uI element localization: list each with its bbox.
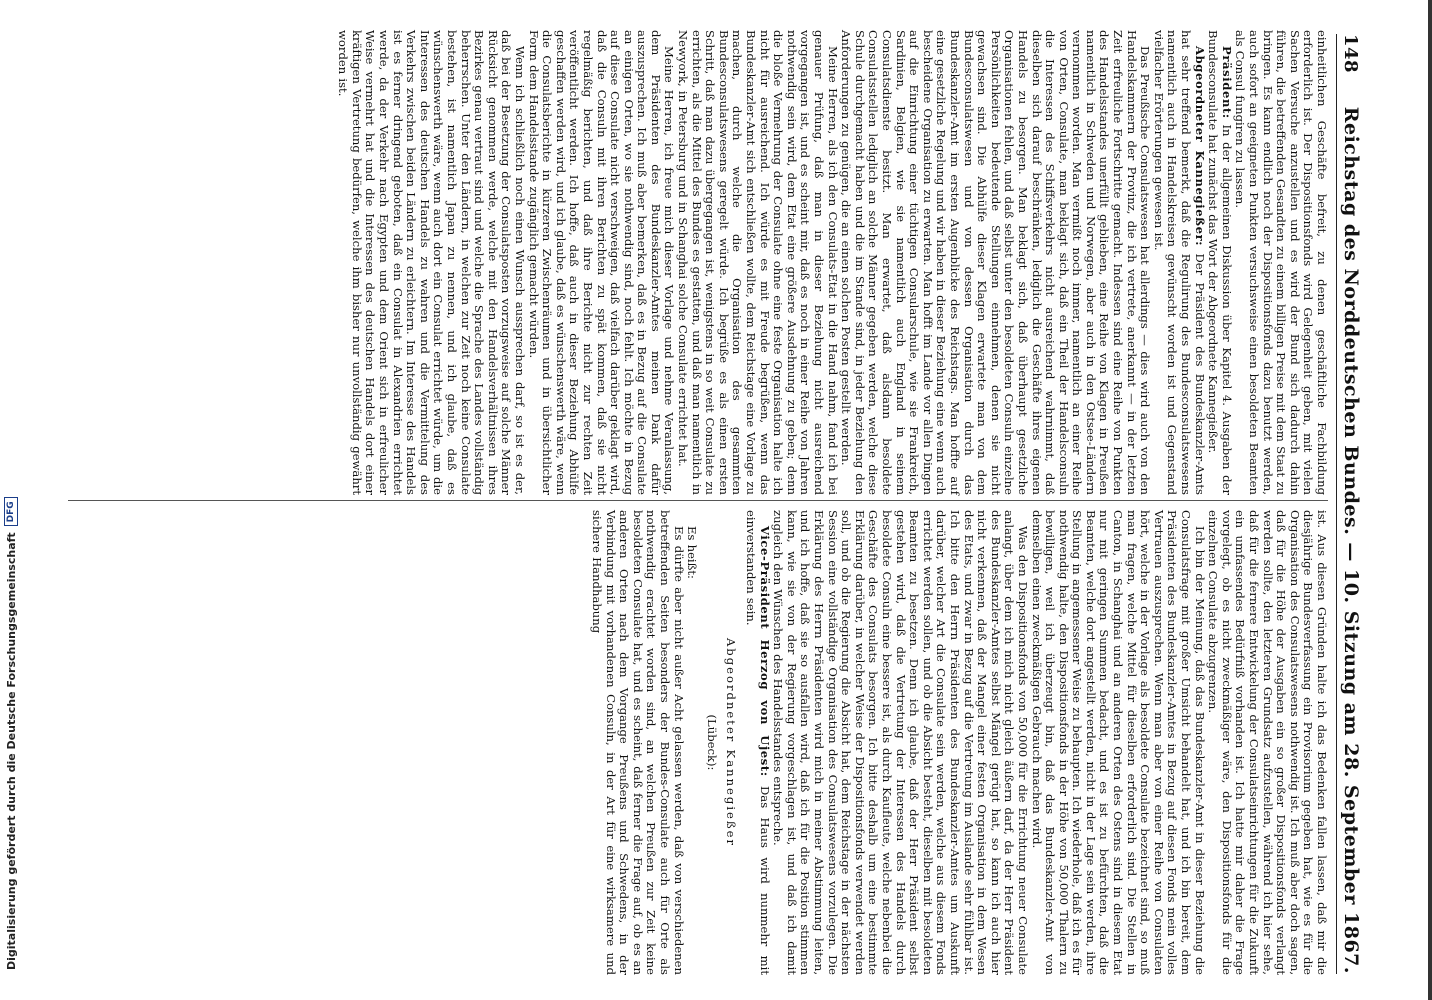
paragraph: Meine Herren, ich freue mich dieser Vorlage und nehme Veranlassung, dem Präsidenten des Bundeskanzler-Amtes meinen Dank dafür auszusprechen. Ich muß aber bemerken, daß es in Bezug auf die Consulate an einigen Orten, wo sie nothwendig sind, noch fehlt. Ich möchte in Bezug auf diese Consulate nicht verschweigen, daß vielfach darüber geklagt wird, daß die Consuln mit ihren Berichten zu spät kommen, daß sie nicht regelmäßig berichten, und daß ihre Berichte nicht zur rechten Zeit veröffentlicht werden. Ich hoffe, daß auch in dieser Beziehung Abhülfe geschaffen werden wird, und ich glaube, daß es wünschenswerth wäre, wenn die Consulatsberichte in kürzeren Zwischenräumen und in übersichtlicher Form dem Handelsstande zugänglich gemacht würden. [526, 30, 677, 495]
paragraph: Was den Dispositionsfonds von 50,000 für die Errichtung neuer Consulate anlangt, über dem ich mich nicht gleich äußern darf, da der Herr Präsident des Bundeskanzler-Amtes selbst Mängel gerügt hat, so kann ich auch hier nicht verkennen, daß der Mangel einer festen Organisation in dem Wesen des Etats, und zwar in Bezug auf die Vertretung im Auslande sehr fühlbar ist. Ich bitte den Herrn Präsidenten des Bundeskanzler-Amtes um Auskunft darüber, welcher Art die Consulate sein werden, welche aus diesem Fonds errichtet werden sollen, und ob die Absicht besteht, dieselben mit besoldeten Beamten zu besetzen. Denn ich glaube, daß der Herr Präsident selbst gestehen wird, daß die Vertretung der Interessen des Handels durch besoldete Consuln eine bessere ist, als durch Kaufleute, welche nebenbei die Geschäfte des Consulats besorgen. Ich bitte deshalb um eine bestimmte Erklärung darüber, in welcher Weise der Dispositionsfonds verwendet werden soll, und ob die Regierung die Absicht hat, dem Reichstage in der nächsten Session eine vollständige Organisation des Consulatswesens vorzulegen. Die Erklärung des Herrn Präsidenten wird mich in meiner Abstimmung leiten, und ich hoffe, daß sie so ausfallen wird, daß ich für die Position stimmen kann, wie sie von der Regierung vorgeschlagen ist, und daß ich damit zugleich den Wünschen des Handelsstandes entspreche. [771, 510, 1030, 975]
left-text-column [336, 30, 1328, 495]
paragraph: einheitlichen Geschäfte befreit, zu denen geschäftliche Fachbildung erforderlich ist. Der Dispositionsfonds wird Gelegenheit geben, mit vielen Sachen Versuche anzustellen und es wird der Bund sich dadurch dahin führen, die betreffenden Gesandten zu einem billigen Preise mit dem Staat zu bringen. Es kann endlich noch der Dispositionsfonds dazu benutzt werden, auch sofort an geeigneten Punkten versuchsweise einen besoldeten Beamten als Consul fungiren zu lassen. [1233, 30, 1329, 495]
paragraph-text: In der allgemeinen Diskussion über Kapitel 4. Ausgaben der Bundesconsulate hat zunächst das Wort der Abgeordnete Kannegießer. [1206, 30, 1234, 495]
speaker-name: Vice-Präsident Herzog von Ujest: [757, 526, 772, 777]
speaker-heading: Abgeordneter Kannegießer [724, 637, 739, 848]
paragraph: Wenn ich schließlich noch einen Wunsch aussprechen darf, so ist es der, daß bei der Besetzung der Consulatsposten vorzugsweise auf solche Männer Rücksicht genommen werde, welche mit den Handelsverhältnissen ihres Bezirkes genau vertraut sind und welche die Sprache des Landes vollständig beherrschen. Unter den Ländern, in welchen zur Zeit noch keine Consulate bestehen, ist namentlich Japan zu nennen, und ich glaube, daß es wünschenswerth wäre, wenn auch dort ein Consulat errichtet würde, um die Interessen des deutschen Handels zu wahren und die Vermittelung des Verkehrs zwischen beiden Ländern zu erleichtern. Im Interesse des Handels ist es ferner dringend geboten, daß ein Consulat in Alexandrien errichtet werde, da der Verkehr nach Egypten und dem Orient sich in erfreulicher Weise vermehrt hat und die Interessen des deutschen Handels dort einer kräftigen Vertretung bedürfen, welche ihm bisher nur unvollständig gewährt worden ist. [336, 30, 527, 495]
paragraph: Es heißt: [685, 526, 700, 579]
scan-edge-shadow [1428, 0, 1432, 1000]
paragraph: Das Preußische Consulatswesen hat allerdings — dies wird auch von den Handelskammern der Provinz, die ich vertrete, anerkannt — in der letzten Zeit erfreuliche Fortschritte gemacht. Indessen sind eine Reihe von Punkten des Handelsstandes unerfüllt geblieben, eine Reihe von Klagen in Preußen namentlich in Schweden und Norwegen, aber auch in den Ostsee-Ländern vernommen worden. Man vermißt noch immer, namentlich an einer Reihe von Orten, Consulate, man beklagt sich, daß ein Theil der Handelsconsuln die Interessen des Schiffsverkehrs nicht ausreichend wahrnimmt, daß dieselben sich darauf beschränken, lediglich die Geschäfte ihres eigenen Handels zu besorgen. Man beklagt sich, daß überhaupt gesetzliche Organisationen fehlen, und daß selbst unter den besoldeten Consuln einzelne Persönlichkeiten bedeutende Stellungen einnehmen, denen sie nicht gewachsen sind. Die Abhülfe dieser Klagen erwartete man von dem Bundesconsulatswesen und von dessen Organisation durch das Bundeskanzler-Amt im ersten Augenblicke des Reichstags. Man hoffte auf eine gesetzliche Regelung und wir haben in dieser Beziehung eine wenn auch bescheidene Organisation zu erwarten. Man hofft im Lande vor allen Dingen auf die Einrichtung einer tüchtigen Consularschule, wie sie Frankreich, Sardinien, Belgien, wie sie namentlich auch England in seinem Consulatsdienste besitzt. Man erwartet, daß alsdann besoldete Consulatsstellen lediglich an solche Männer gegeben werden, welche diese Schule durchgemacht haben und die im Stande sind, in jeder Beziehung den Anforderungen zu genügen, die an einen solchen Posten gestellt werden. [839, 30, 1153, 495]
dfg-logo-icon: DFG [4, 497, 18, 526]
page-number: 148 [1340, 34, 1361, 74]
paragraph: Meine Herren, als ich den Consulats-Etat in die Hand nahm, fand ich bei genauer Prüfung, daß man in dieser Beziehung nicht ausreichend vorgegangen ist, und es scheint mir, daß es noch in einer Reihe von Jahren nothwendig sein wird, dem Etat eine größere Ausdehnung zu geben; denn die bloße Vermehrung der Consulate ohne eine feste Organisation halte ich nicht für ausreichend. Ich würde es mit Freude begrüßen, wenn das Bundeskanzler-Amt sich entschließen wollte, dem Reichstage eine Vorlage zu machen, durch welche die Organisation des gesammten Bundesconsulatswesens geregelt würde. Ich begrüße es als einen ersten Schritt, daß man dazu übergegangen ist, wenigstens in so weit Consulate zu errichten, als die Mittel des Bundes es gestatten, und daß man namentlich in Newyork, in Petersburg und in Schanghai solche Consulate errichtet hat. [676, 30, 840, 495]
paragraph [1206, 30, 1233, 495]
page-title: Reichstag des Norddeutschen Bundes. — 10. Sitzung am 28. September 1867. [1340, 106, 1362, 974]
paragraph [1151, 30, 1205, 495]
right-text-column [590, 510, 1328, 975]
paragraph-text: Das Haus wird nunmehr mit einverstanden sein. [744, 510, 772, 975]
paragraph [743, 510, 770, 975]
footer-credit: Digitalisierung gefördert durch die Deutsche Forschungsgemeinschaft [4, 532, 18, 970]
speaker-name: Präsident: [1219, 46, 1234, 119]
page-header [1336, 34, 1370, 974]
paragraph-text: Der Präsident des Bundeskanzler-Amts hat sehr treffend bemerkt, daß die Regulirung des Bundesconsulatswesens namentlich auch in Handelskreisen gewünscht worden ist und Gegenstand vielfacher Erörterungen gewesen ist. [1151, 30, 1207, 496]
paragraph: Ich bin der Meinung, daß das Bundeskanzler-Amt in dieser Beziehung die Consulatsfrage mit großer Umsicht behandelt hat, und ich bin bereit, dem Präsidenten des Bundeskanzler-Amtes in Bezug auf diesen Fonds mein volles Vertrauen auszusprechen. Wenn man aber von einer Reihe von Consulaten hört, welche in der Vorlage als besoldete Consulate bezeichnet sind, so muß man fragen, welche Mittel für dieselben erforderlich sind. Die Stellen in Canton, in Schanghai und an anderen Orten des Ostens sind in diesem Etat nur mit geringen Summen bedacht, und es ist zu befürchten, daß die Beamten, welche dort angestellt werden, nicht in der Lage sein werden, ihre Stellung in angemessener Weise zu behaupten. Ich wiederhole, daß ich es für nothwendig halte, den Dispositionsfonds in der Höhe von 50,000 Thalern zu bewilligen, weil ich überzeugt bin, daß das Bundeskanzler-Amt von demselben einen zweckmäßigen Gebrauch machen wird. [1029, 510, 1207, 975]
footer-strip [0, 0, 22, 1000]
speaker-name: Abgeordneter Kannegießer: [1192, 46, 1207, 247]
paragraph: Es dürfte aber nicht außer Acht gelassen werden, daß von verschiedenen betreffenden Seiten besonders der Bundes-Consulate auch für Orte als nothwendig erachtet worden sind, an welchen Preußen zur Zeit keine besoldeten Consulate hat, und es scheint, daß ferner die Frage auf, ob es an anderen Orten nach dem Vorgange Preußens und Schwedens, in der Verbindung mit vorhandenen Consuln, in der Art für eine wirksamere und sichere Handhabung [590, 510, 686, 975]
digitization-footer [0, 0, 22, 1000]
speaker-heading: (Lübeck): [704, 714, 719, 771]
column-divider [68, 500, 1328, 501]
paragraph: ist. Aus diesen Gründen halte ich das Bedenken fallen lassen, daß mir die diesjährige Bundesverfassung ein Provisorium gegeben hat, wie es für die Organisation des Consulatswesens nothwendig ist. Ich muß aber doch sagen, daß für die Höhe der Ausgaben ein so großer Dispositionsfonds verlangt werden sollte, den letzteren Grundsatz aufzustellen, während ich hier sehe, daß für die fernere Entwickelung der Consulatseinrichtungen für die Zukunft ein umfassendes Bedürfniß vorhanden ist. Ich hatte mir daher die Frage vorgelegt, ob es nicht zweckmäßiger wäre, den Dispositionsfonds für die einzelnen Consulate abzugrenzen. [1206, 510, 1329, 975]
